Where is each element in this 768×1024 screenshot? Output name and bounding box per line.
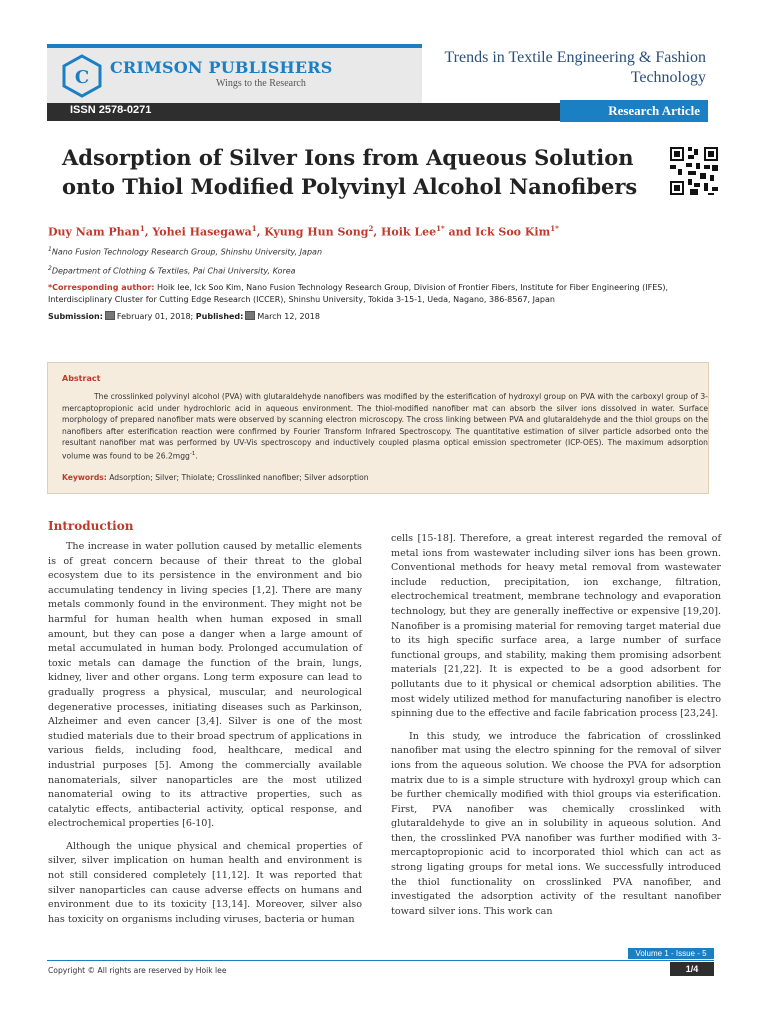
abstract-text: The crosslinked polyvinyl alcohol (PVA) with glutaraldehyde nanofibers was modified by the esterification of hydroxyl group on PVA with the carboxyl group of 3-mercaptopropionic acid under hydrochloric acid in aqueous environment. The thiol-modified nanofiber mat can absorb the silver ions dissolved in water. Surface morphology of prepared nanofiber mats were observed by scanning electron microscopy. The cross linking between PVA and glutaraldehyde and the thiol groups on the nanofibers after esterification reaction were confirmed by Fourier Transform Infrared Spectroscopy. The quantitative estimation of silver particle adsorbed onto the resultant nanofiber mat was performed by UV-Vis spectroscopy and inductively coupled plasma optical emission spectrometer (ICP-OES). The maximum adsorption volume was found to be 26.2mgg$^{-1}$. [62, 392, 708, 461]
abstract-heading: Abstract [62, 374, 101, 383]
paragraph: The increase in water pollution caused by metallic elements is of great concern because of their threat to the global ecosystem due to its persistence in the environment and bio accumulating tendency in living species [1,2]. There are many metals commonly found in the environment. They might not be harmful for human health when human exposed in small amount, but they can pose a danger when a large amount of metal accumulated in human body. Prolonged accumulation of toxic metals can damage the function of the brain, lungs, kidney, liver and other organs. Long term exposure can lead to gradually progress a physical, muscular, and neurological degenerative processes, initiating diseases such as Parkinson, Alzheimer and even cancer [3,4]. Silver is one of the most studied materials due to their broad spectrum of applications in various fields, including food, healthcare, medical and industrial purposes [5]. Among the commercially available nanomaterials, silver nanoparticles are the most utilized nanomaterial owing to its attractive properties, such as catalytic effects, antibacterial activity, optical response, and electrochemical properties [6-10]. [48, 541, 362, 830]
qr-code-icon[interactable] [668, 145, 720, 197]
section-heading-introduction: Introduction [48, 519, 134, 533]
calendar-icon [105, 311, 115, 320]
copyright: Copyright © All rights are reserved by Hoik lee [48, 966, 227, 975]
keywords: Keywords: Adsorption; Silver; Thiolate; Crosslinked nanofiber; Silver adsorption [62, 473, 369, 482]
header-accent-line [47, 44, 422, 48]
corresponding-author: *Corresponding author: Hoik lee, Ick Soo Kim, Nano Fusion Technology Research Group, Division of Frontier Fibers, Institute for Fiber Engineering (IFES), Interdisciplinary Cluster for Cutting Edge Research (ICCER), Shinshu University, Tokida 3-15-1, Ueda, Nagano, 386-8567, Japan [48, 283, 669, 304]
affiliation-2: $^2$Department of Clothing & Textiles, Pai Chai University, Korea [48, 265, 296, 276]
crimson-logo-icon [60, 54, 104, 98]
publisher-tagline: Wings to the Research [216, 78, 306, 89]
issn-label: ISSN 2578-0271 [70, 104, 152, 116]
volume-issue-badge: Volume 1 - Issue - 5 [628, 948, 714, 959]
calendar-icon [245, 311, 255, 320]
affiliation-1: $^1$Nano Fusion Technology Research Group, Shinshu University, Japan [48, 246, 323, 257]
author-list: Duy Nam Phan$^1$, Yohei Hasegawa$^1$, Kyung Hun Song$^2$, Hoik Lee$^{1*}$ and Ick Soo Kim$^{1*}$ [48, 224, 559, 239]
svg-text:C: C [74, 67, 90, 88]
left-column [48, 540, 362, 935]
publication-dates: Submission: February 01, 2018; Published: March 12, 2018 [48, 312, 320, 321]
paragraph: In this study, we introduce the fabrication of crosslinked nanofiber mat using the electro spinning for the removal of silver ions from the aqueous solution. We choose the PVA for adsorption matrix due to is a simple structure with hydroxyl group which can be further chemically modified with thiol groups via esterification. First, PVA nanofiber was chemically crosslinked with glutaraldehyde to give an in solubility in aqueous solution. And then, the crosslinked PVA nanofiber was further modified with 3-mercaptopropionic acid to incorporated thiol which can act as strong ligating groups for metal ions. We successfully introduced the thiol functionality on crosslinked PVA nanofiber, and investigated the adsorption activity of the resultant nanofiber toward silver ions. This work can [391, 730, 721, 917]
footer-divider [47, 960, 714, 961]
right-column [391, 532, 721, 927]
paragraph: Although the unique physical and chemical properties of silver, silver implication on human health and environment is not still considered completely [11,12]. It was reported that silver nanoparticles can cause adverse effects on humans and environment due to its toxicity [13,14]. Moreover, silver also has toxicity on organisms including viruses, bacteria or human [48, 840, 362, 925]
page-number: 1/4 [670, 962, 714, 976]
paragraph: cells [15-18]. Therefore, a great interest regarded the removal of metal ions from wastewater including silver ions has been grown. Conventional methods for heavy metal removal from wastewater include reduction, precipitation, ion exchange, filtration, electrochemical treatment, membrane technology and evaporation technology, but they are generally ineffective or expensive [19,20]. Nanofiber is a promising material for removing target material due to its high specific surface area, a large number of surface functional groups, and stability, making them promising adsorbent materials [21,22]. It is expected to be a good adsorbent for pollutants due to it physical or chemical adsorption abilities. The most widely utilized method for manufacturing nanofiber is electro spinning due to the effective and facile fabrication process [23,24]. [391, 533, 721, 720]
publisher-name: CRIMSON PUBLISHERS [110, 58, 333, 77]
journal-name: Trends in Textile Engineering & Fashion Technology [444, 49, 706, 86]
article-title: Adsorption of Silver Ions from Aqueous Solution onto Thiol Modified Polyvinyl Alcohol Nanofibers [62, 145, 638, 199]
article-type: Research Article [608, 103, 700, 118]
